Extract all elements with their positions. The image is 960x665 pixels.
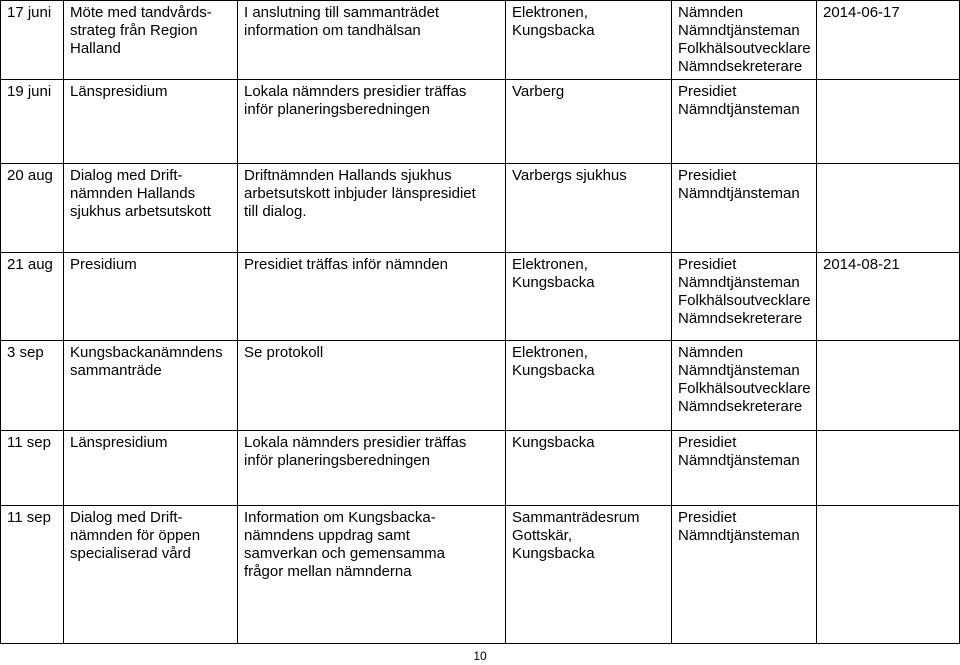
- place-cell: Elektronen, Kungsbacka: [506, 341, 672, 431]
- participants-cell: Presidiet Nämndtjänsteman: [672, 164, 817, 253]
- date-cell: 19 juni: [1, 80, 64, 164]
- event-cell: Möte med tandvårds- strateg från Region Halland: [64, 1, 238, 80]
- place-cell: Varberg: [506, 80, 672, 164]
- description-cell: Se protokoll: [238, 341, 506, 431]
- description-cell: Driftnämnden Hallands sjukhus arbetsutskott inbjuder länspresidiet till dialog.: [238, 164, 506, 253]
- protocol-cell: 2014-08-21: [817, 253, 960, 341]
- place-cell: Sammanträdesrum Gottskär, Kungsbacka: [506, 506, 672, 644]
- description-cell: Lokala nämnders presidier träffas inför planeringsberedningen: [238, 431, 506, 506]
- table-row: [1, 1, 960, 80]
- date-cell: 3 sep: [1, 341, 64, 431]
- protocol-cell: [817, 164, 960, 253]
- description-cell: Lokala nämnders presidier träffas inför planeringsberedningen: [238, 80, 506, 164]
- table-row: [1, 80, 960, 164]
- place-cell: Elektronen, Kungsbacka: [506, 253, 672, 341]
- description-cell: Information om Kungsbacka- nämndens uppdrag samt samverkan och gemensamma frågor mellan nämnderna: [238, 506, 506, 644]
- table-row: [1, 164, 960, 253]
- date-cell: 20 aug: [1, 164, 64, 253]
- protocol-cell: [817, 506, 960, 644]
- table-row: [1, 431, 960, 506]
- protocol-cell: 2014-06-17: [817, 1, 960, 80]
- place-cell: Kungsbacka: [506, 431, 672, 506]
- event-cell: Presidium: [64, 253, 238, 341]
- event-cell: Dialog med Drift- nämnden Hallands sjukhus arbetsutskott: [64, 164, 238, 253]
- description-cell: Presidiet träffas inför nämnden: [238, 253, 506, 341]
- date-cell: 11 sep: [1, 431, 64, 506]
- table-row: [1, 341, 960, 431]
- participants-cell: Nämnden Nämndtjänsteman Folkhälsoutvecklare Nämndsekreterare: [672, 1, 817, 80]
- event-cell: Dialog med Drift- nämnden för öppen specialiserad vård: [64, 506, 238, 644]
- table-row: [1, 253, 960, 341]
- event-cell: Länspresidium: [64, 80, 238, 164]
- protocol-cell: [817, 431, 960, 506]
- protocol-cell: [817, 80, 960, 164]
- participants-cell: Presidiet Nämndtjänsteman: [672, 506, 817, 644]
- event-cell: Kungsbackanämndens sammanträde: [64, 341, 238, 431]
- description-cell: I anslutning till sammanträdet information om tandhälsan: [238, 1, 506, 80]
- place-cell: Elektronen, Kungsbacka: [506, 1, 672, 80]
- protocol-cell: [817, 341, 960, 431]
- participants-cell: Presidiet Nämndtjänsteman: [672, 431, 817, 506]
- page-number: 10: [473, 649, 487, 663]
- participants-cell: Nämnden Nämndtjänsteman Folkhälsoutvecklare Nämndsekreterare: [672, 341, 817, 431]
- date-cell: 17 juni: [1, 1, 64, 80]
- table-row: [1, 506, 960, 644]
- event-cell: Länspresidium: [64, 431, 238, 506]
- date-cell: 21 aug: [1, 253, 64, 341]
- date-cell: 11 sep: [1, 506, 64, 644]
- participants-cell: Presidiet Nämndtjänsteman: [672, 80, 817, 164]
- place-cell: Varbergs sjukhus: [506, 164, 672, 253]
- participants-cell: Presidiet Nämndtjänsteman Folkhälsoutvecklare Nämndsekreterare: [672, 253, 817, 341]
